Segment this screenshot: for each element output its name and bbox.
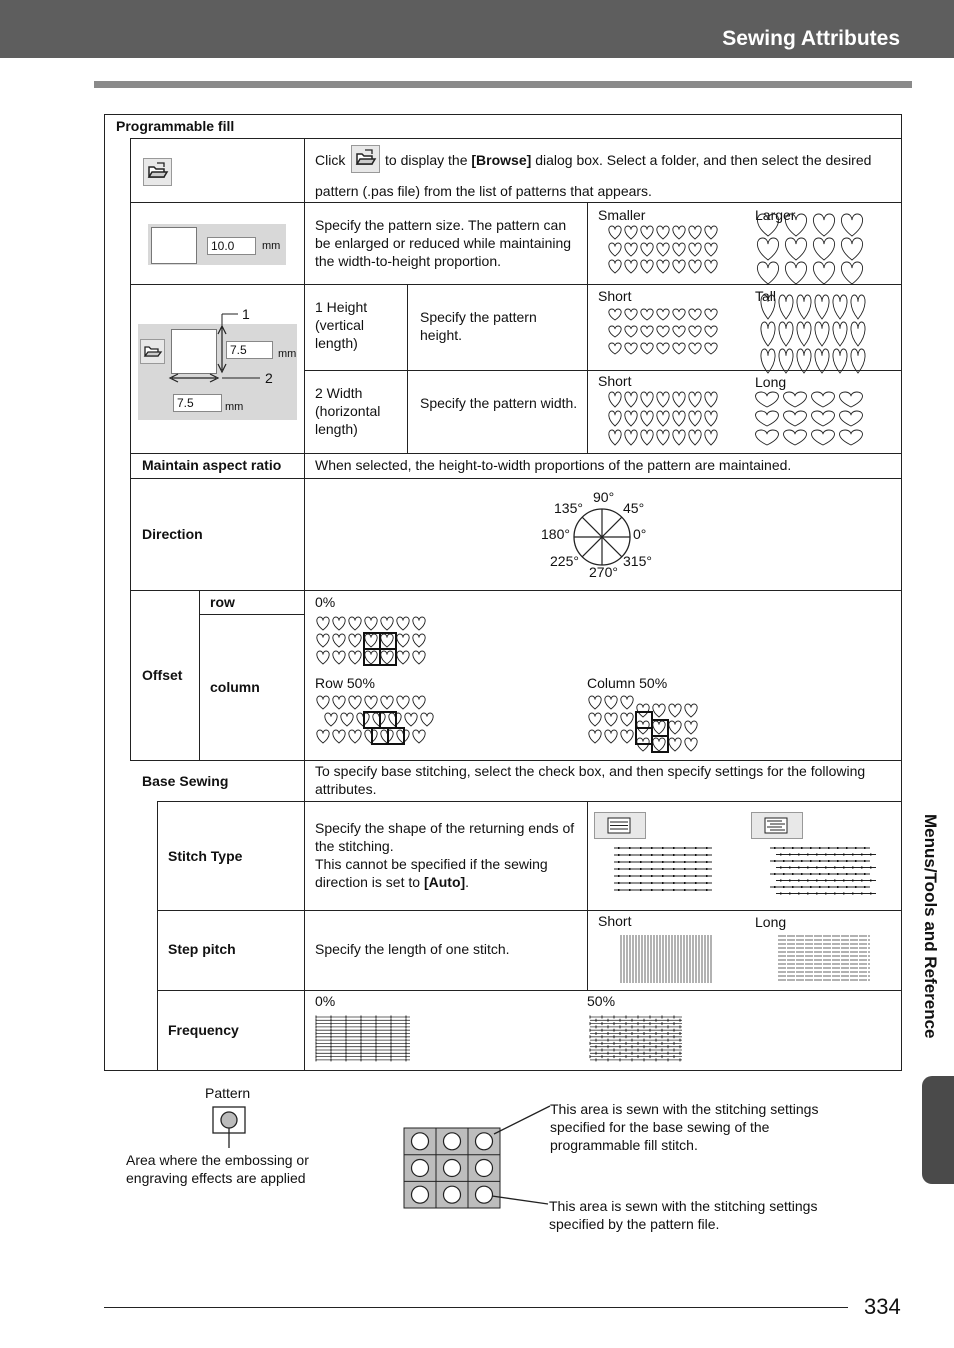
height-label-short: Short [598, 288, 632, 304]
width-input[interactable]: 7.5 [173, 394, 222, 412]
footer-rule [104, 1307, 848, 1308]
offset-row-label: row [210, 594, 235, 610]
section-title: Programmable fill [116, 118, 235, 134]
browse-text-line1: to display the [Browse] dialog box. Select a folder, and then select the desired [385, 152, 872, 168]
hearts-narrow-sample [608, 392, 722, 448]
offset-label-column: Column 50% [587, 675, 668, 691]
offset-0-sample [316, 617, 432, 669]
folder-open-icon [352, 146, 379, 172]
frequency-label-0: 0% [315, 993, 336, 1009]
callout-pattern-file: This area is sewn with the stitching settings specified by the pattern file. [549, 1198, 818, 1232]
size-desc: Specify the pattern size. The pattern can be enlarged or reduced while maintaining the width-to-height proportion. [315, 217, 572, 269]
step-pitch-label-short: Short [598, 913, 632, 929]
offset-column-sample [588, 696, 704, 754]
callout-base-sewing: This area is sewn with the stitching settings specified for the base sewing of the programmable fill stitch. [550, 1101, 819, 1153]
size-input[interactable]: 10.0 [207, 237, 256, 255]
callout-1: 1 [242, 306, 250, 322]
stitch-square-ends-icon [595, 813, 645, 838]
pattern-grid-illustration [404, 1128, 500, 1208]
frequency-label-50: 50% [587, 993, 616, 1009]
aspect-desc: When selected, the height-to-width proportions of the pattern are maintained. [315, 457, 792, 473]
angle-270: 270° [589, 564, 618, 580]
height-unit: mm [278, 348, 297, 360]
title-rule [94, 81, 912, 88]
hearts-wide-sample [766, 392, 880, 448]
angle-225: 225° [550, 553, 579, 569]
angle-180: 180° [541, 526, 570, 542]
size-unit: mm [262, 240, 281, 252]
step-pitch-long-sample [778, 934, 870, 982]
stitch-type-sample-a [614, 846, 718, 896]
offset-column-label: column [210, 679, 260, 695]
side-section-label: Menus/Tools and Reference [921, 814, 940, 1039]
aspect-name: Maintain aspect ratio [142, 457, 282, 473]
inline-browse-icon-box [351, 145, 380, 173]
browse-button[interactable] [143, 158, 172, 186]
hearts-smaller-sample [608, 226, 722, 278]
hearts-tall-sample [766, 307, 880, 363]
browse-text-a: Click [315, 152, 346, 168]
side-thumb-tab [922, 1076, 954, 1184]
embossing-area-label: Area where the embossing or engraving effects are applied [126, 1152, 309, 1186]
browse-text-line2: pattern (.pas file) from the list of patterns that appears. [315, 183, 652, 199]
folder-open-icon [144, 159, 171, 185]
hearts-larger-sample [766, 224, 880, 280]
height-input[interactable]: 7.5 [226, 341, 273, 359]
pattern-unit-icon [212, 1106, 248, 1150]
offset-label-row: Row 50% [315, 675, 375, 691]
hearts-short-sample [608, 309, 722, 361]
stitch-type-desc: Specify the shape of the returning ends of the stitching. This cannot be specified if the sewing direction is set to [Auto]. [315, 820, 575, 890]
frequency-50-sample [590, 1015, 682, 1063]
width-label-long: Long [755, 374, 787, 390]
width-unit: mm [225, 401, 244, 413]
frequency-name: Frequency [168, 1022, 239, 1038]
stitch-type-name: Stitch Type [168, 848, 243, 864]
offset-row-sample [316, 696, 432, 748]
stitch-staggered-ends-icon [752, 813, 802, 838]
base-sewing-desc: To specify base stitching, select the check box, and then specify settings for the following attributes. [315, 763, 866, 797]
angle-90: 90° [593, 489, 615, 505]
step-pitch-label-long: Long [755, 914, 787, 930]
height-name: 1 Height (vertical length) [315, 299, 368, 351]
height-desc: Specify the pattern height. [420, 309, 537, 343]
step-pitch-name: Step pitch [168, 941, 236, 957]
offset-label-0: 0% [315, 594, 336, 610]
offset-name: Offset [142, 667, 183, 683]
direction-name: Direction [142, 526, 203, 542]
size-label-larger: Larger [755, 207, 796, 223]
angle-45: 45° [623, 500, 645, 516]
angle-0: 0° [633, 526, 647, 542]
width-name: 2 Width (horizontal length) [315, 385, 381, 437]
angle-315: 315° [623, 553, 652, 569]
width-label-short: Short [598, 373, 632, 389]
page-title: Sewing Attributes [722, 27, 900, 50]
angle-135: 135° [554, 500, 583, 516]
callout-2: 2 [265, 370, 273, 386]
stitch-type-button-a[interactable] [594, 812, 646, 839]
size-label-smaller: Smaller [598, 207, 646, 223]
size-preview-box [151, 227, 197, 264]
step-pitch-short-sample [620, 934, 712, 982]
pattern-label: Pattern [205, 1085, 251, 1101]
width-desc: Specify the pattern width. [420, 395, 578, 411]
stitch-type-sample-b [770, 846, 876, 898]
step-pitch-desc: Specify the length of one stitch. [315, 941, 510, 957]
frequency-0-sample [316, 1015, 410, 1063]
page-number: 334 [864, 1294, 901, 1319]
stitch-type-button-b[interactable] [751, 812, 803, 839]
base-sewing-name: Base Sewing [142, 773, 229, 789]
height-label-tall: Tall [755, 288, 777, 304]
